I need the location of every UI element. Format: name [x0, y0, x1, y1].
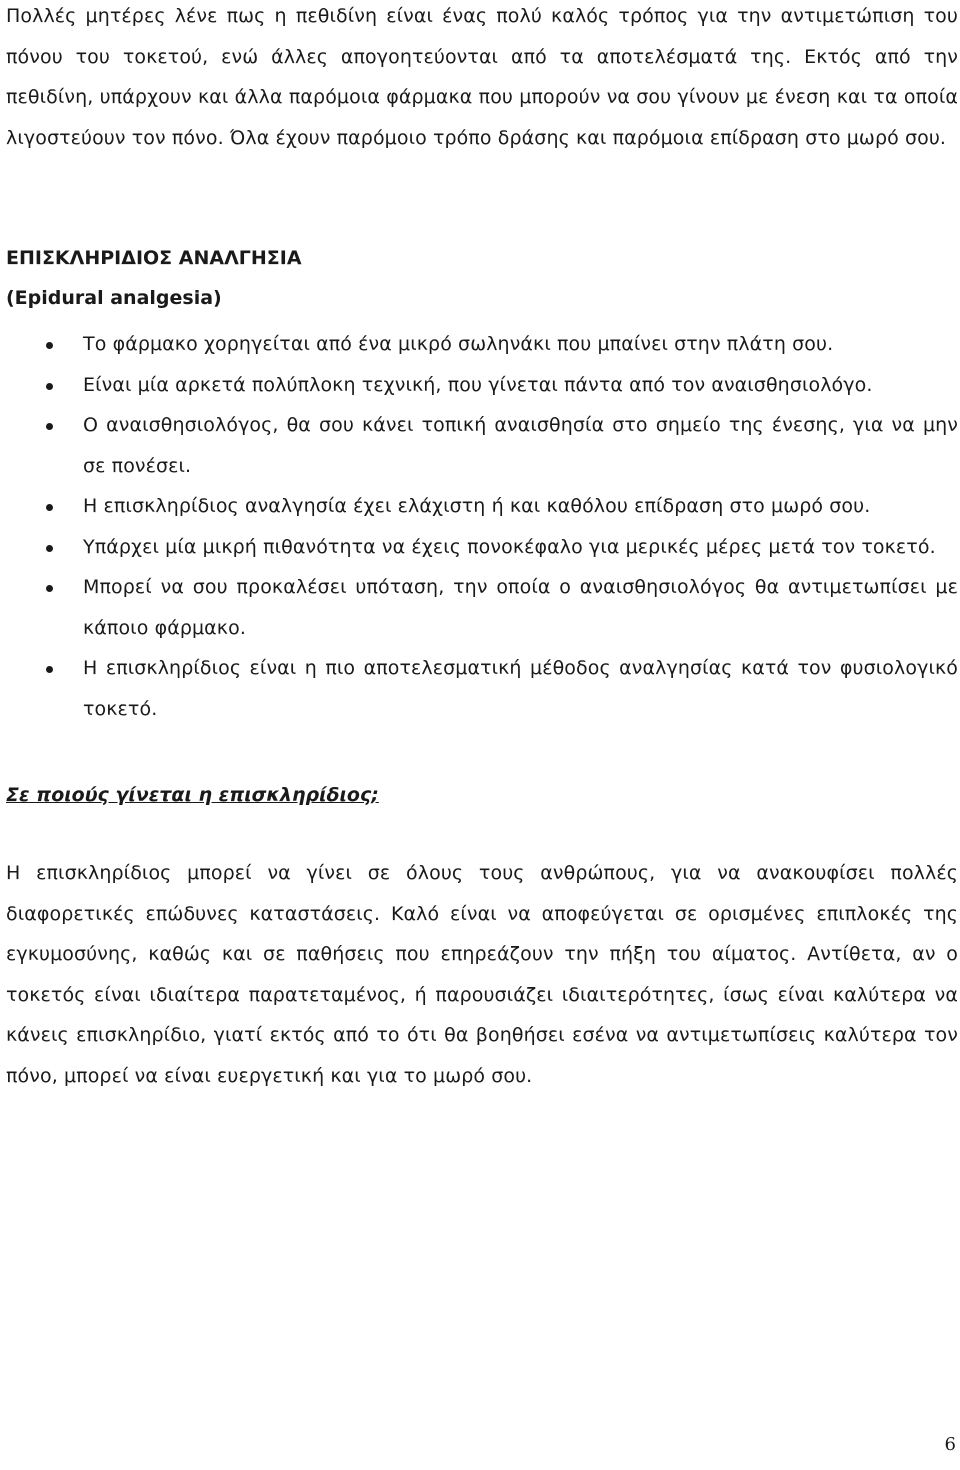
document-page — [6, 0, 958, 1096]
epidural-heading: ΕΠΙΣΚΛΗΡΙΔΙΟΣ ΑΝΑΛΓΗΣΙΑ — [6, 247, 302, 269]
intro-paragraph: Πολλές μητέρες λένε πως η πεθιδίνη είναι ένας πολύ καλός τρόπος για την αντιμετώπιση του πόνου του τοκετού, ενώ άλλες απογοητεύονται από τα αποτελέσματά της. Εκτός από την πεθιδίνη, υπάρχουν και άλλα παρόμοια φάρμακα που μπορούν να σου γίνουν με ένεση και τα οποία λιγοστεύουν τον πόνο. Όλα έχουν παρόμοιο τρόπο δράσης και παρόμοια επίδραση στο μωρό σου. — [6, 5, 958, 149]
list-item: Ο αναισθησιολόγος, θα σου κάνει τοπική αναισθησία στο σημείο της ένεσης, για να μην σε πονέσει. — [83, 405, 958, 486]
list-item: Μπορεί να σου προκαλέσει υπόταση, την οποία ο αναισθησιολόγος θα αντιμετωπίσει με κάποιο φάρμακο. — [83, 567, 958, 648]
list-item: Η επισκληρίδιος είναι η πιο αποτελεσματική μέθοδος αναλγησίας κατά τον φυσιολογικό τοκετό. — [83, 648, 958, 729]
who-section-title: Σε ποιούς γίνεται η επισκληρίδιος; — [6, 784, 379, 806]
list-item: Η επισκληρίδιος αναλγησία έχει ελάχιστη ή και καθόλου επίδραση στο μωρό σου. — [83, 486, 958, 527]
bullet-icon — [46, 666, 53, 673]
epidural-subheading: (Epidural analgesia) — [6, 287, 222, 309]
list-item: Είναι μία αρκετά πολύπλοκη τεχνική, που γίνεται πάντα από τον αναισθησιολόγο. — [83, 365, 958, 406]
page-number: 6 — [944, 1434, 956, 1455]
list-item: Υπάρχει μία μικρή πιθανότητα να έχεις πονοκέφαλο για μερικές μέρες μετά τον τοκετό. — [83, 527, 958, 568]
bullet-icon — [46, 342, 53, 349]
bullet-icon — [46, 504, 53, 511]
bullet-icon — [46, 383, 53, 390]
list-item: Το φάρμακο χορηγείται από ένα μικρό σωληνάκι που μπαίνει στην πλάτη σου. — [83, 324, 958, 365]
bullet-icon — [46, 545, 53, 552]
epidural-bullet-list — [6, 324, 958, 729]
who-paragraph: Η επισκληρίδιος μπορεί να γίνει σε όλους τους ανθρώπους, για να ανακουφίσει πολλές διαφορετικές επώδυνες καταστάσεις. Καλό είναι να αποφεύγεται σε ορισμένες επιπλοκές της εγκυμοσύνης, καθώς και σε παθήσεις που επηρεάζουν την πήξη του αίματος. Αντίθετα, αν ο τοκετός είναι ιδιαίτερα παρατεταμένος, ή παρουσιάζει ιδιαιτερότητες, ίσως είναι καλύτερα να κάνεις επισκληρίδιο, γιατί εκτός από το ότι θα βοηθήσει εσένα να αντιμετωπίσεις καλύτερα τον πόνο, μπορεί να είναι ευεργετική και για το μωρό σου. — [6, 862, 958, 1087]
bullet-icon — [46, 585, 53, 592]
bullet-icon — [46, 423, 53, 430]
